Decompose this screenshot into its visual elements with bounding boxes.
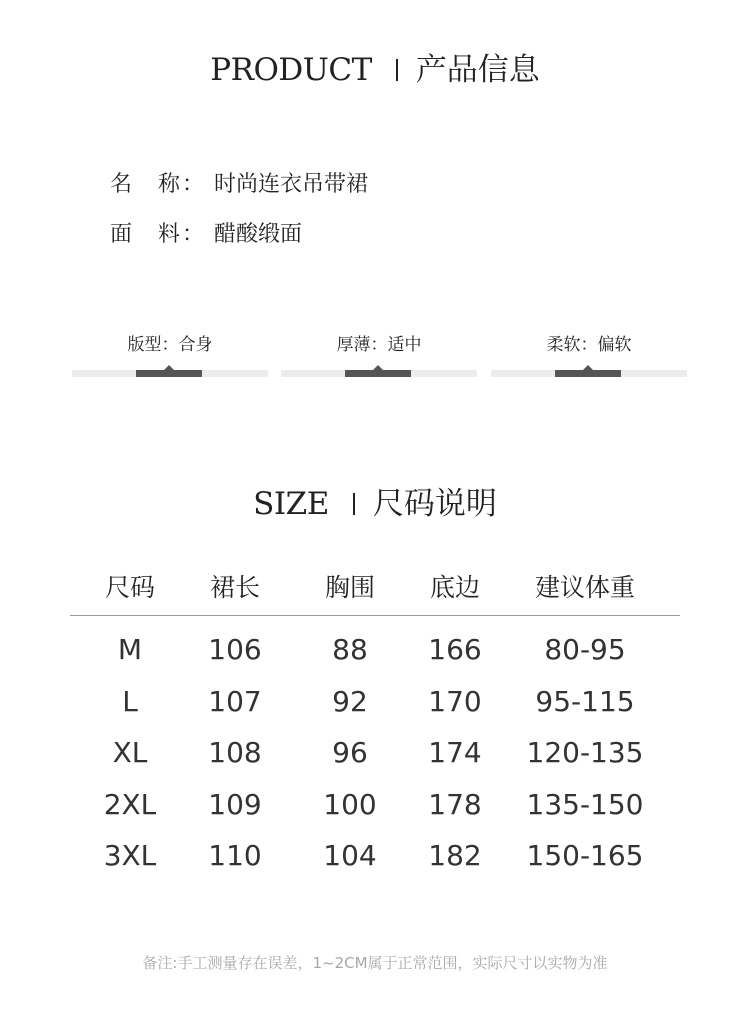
table-cell: 92 (332, 684, 368, 718)
table-cell: 182 (428, 839, 482, 873)
attribute-thickness-marker-icon (373, 365, 383, 370)
product-title-en: PRODUCT (210, 52, 372, 88)
attribute-fit (72, 330, 268, 377)
table-cell: 88 (332, 633, 368, 667)
attribute-fit-scale (72, 370, 268, 377)
attribute-fit-indicator (136, 370, 202, 377)
size-table (70, 563, 680, 882)
table-cell: XL (112, 736, 148, 770)
attribute-softness (491, 330, 687, 377)
header-cell: 建议体重 (534, 573, 635, 602)
product-fabric-value: 醋酸缎面 (214, 222, 303, 247)
table-cell: 178 (428, 787, 482, 821)
table-cell: L (122, 684, 138, 718)
table-cell: 109 (208, 787, 262, 821)
product-name-label: 名 称： (110, 172, 207, 197)
title-divider (353, 493, 355, 515)
attribute-thickness-scale (281, 370, 477, 377)
header-cell: 尺码 (104, 573, 155, 602)
product-fabric-label: 面 料： (110, 222, 207, 247)
table-cell: 96 (332, 736, 368, 770)
product-title-zh: 产品信息 (415, 52, 540, 88)
table-cell: 95-115 (535, 684, 635, 718)
table-cell: 107 (208, 684, 262, 718)
product-fabric-row (110, 217, 302, 248)
table-cell: 150-165 (526, 839, 644, 873)
table-row (70, 624, 680, 676)
attribute-softness-label: 柔软：偏软 (546, 335, 632, 355)
attribute-softness-indicator (555, 370, 621, 377)
attribute-thickness-indicator (345, 370, 411, 377)
measurement-note: 备注:手工测量存在误差，1~2CM属于正常范围，实际尺寸以实物为准 (142, 954, 608, 972)
header-cell: 胸围 (324, 573, 375, 602)
title-divider (396, 59, 398, 81)
attribute-softness-scale (491, 370, 687, 377)
table-cell: 120-135 (526, 736, 644, 770)
product-name-value: 时尚连衣吊带裙 (214, 172, 369, 197)
header-divider (70, 615, 680, 616)
table-cell: 135-150 (526, 787, 644, 821)
size-title-en: SIZE (253, 486, 329, 522)
table-cell: 3XL (103, 839, 157, 873)
table-cell: 106 (208, 633, 262, 667)
header-cell: 底边 (429, 573, 480, 602)
product-section-title (0, 44, 750, 89)
attribute-fit-marker-icon (164, 365, 174, 370)
table-cell: M (117, 633, 143, 667)
header-cell: 裙长 (209, 573, 260, 602)
table-cell: 104 (323, 839, 377, 873)
table-cell: 100 (323, 787, 377, 821)
attribute-softness-marker-icon (583, 365, 593, 370)
table-row (70, 727, 680, 779)
table-cell: 166 (428, 633, 482, 667)
attribute-thickness (281, 330, 477, 377)
table-row (70, 779, 680, 831)
attribute-fit-label: 版型：合身 (127, 335, 213, 355)
table-cell: 80-95 (544, 633, 626, 667)
table-cell: 174 (428, 736, 482, 770)
table-row (70, 830, 680, 882)
table-cell: 108 (208, 736, 262, 770)
size-table-header (70, 563, 680, 609)
table-cell: 170 (428, 684, 482, 718)
attribute-thickness-label: 厚薄：适中 (336, 335, 422, 355)
size-title-zh: 尺码说明 (372, 486, 497, 522)
table-row (70, 676, 680, 728)
table-cell: 2XL (103, 787, 157, 821)
table-cell: 110 (208, 839, 262, 873)
size-section-title (0, 478, 750, 523)
product-name-row (110, 167, 368, 198)
